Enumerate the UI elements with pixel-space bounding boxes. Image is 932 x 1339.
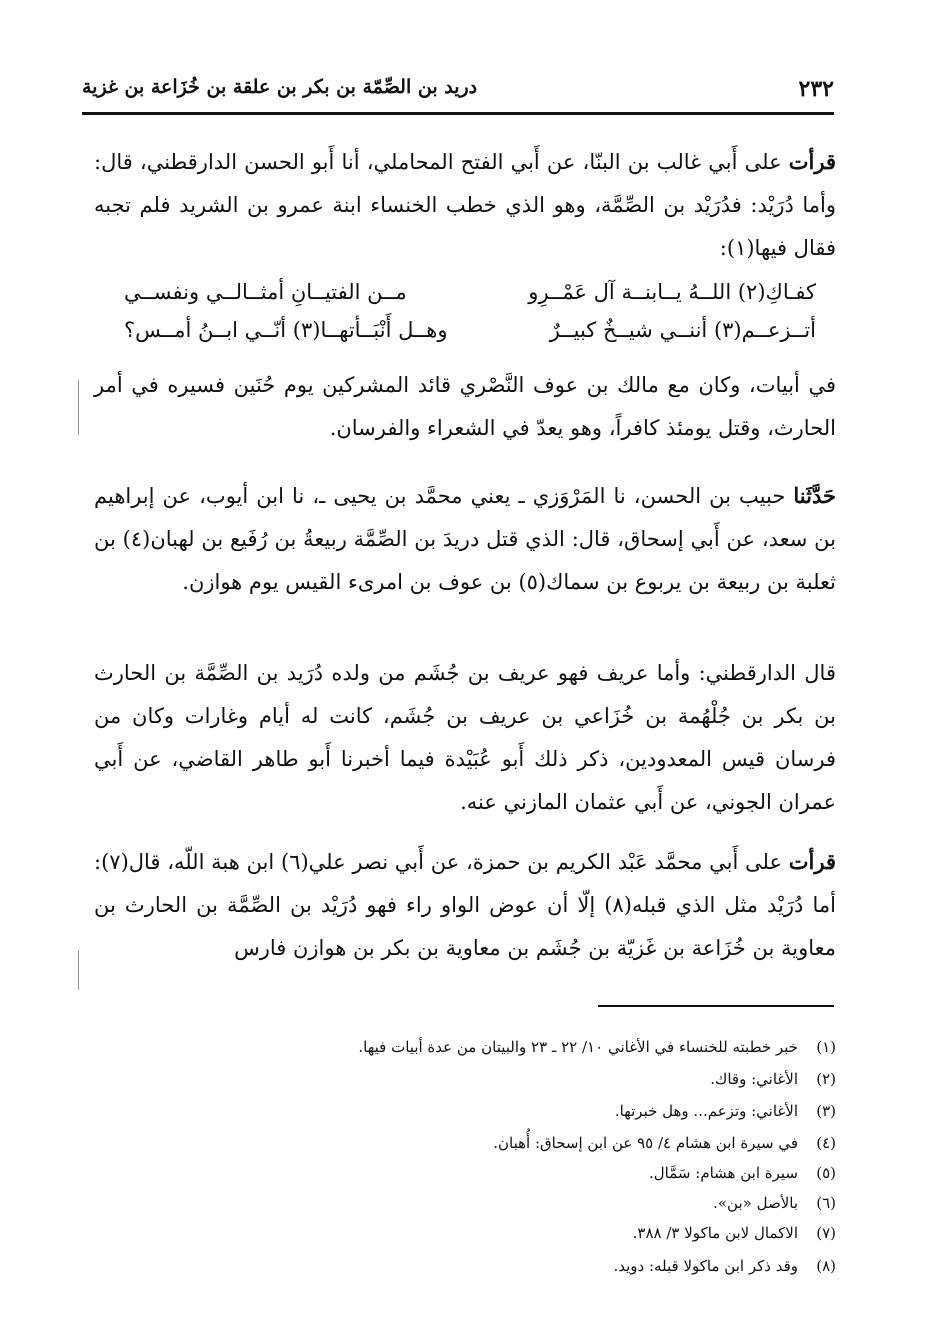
footnote: [136, 1256, 836, 1276]
footnote-text: خبر خطبته للخنساء في الأغاني ١٠/ ٢٢ ـ ٢٣ والبيتان من عدة أبيات فيها.: [358, 1038, 798, 1056]
paragraph-2: [94, 364, 836, 450]
footnote-number: (٣): [816, 1102, 836, 1120]
footnote-number: (٧): [816, 1224, 836, 1242]
footnote-text: الاكمال لابن ماكولا ٣/ ٣٨٨.: [632, 1224, 798, 1242]
footnote-number: (٥): [816, 1164, 836, 1182]
paragraph-lead: حَدَّثَنا: [793, 483, 836, 508]
verse-hemistich-1: كفـاكِ(٢) اللــهُ يــابنــة آل عَمْــرِو: [528, 280, 816, 304]
page-number: ٢٣٢: [798, 76, 834, 102]
footnote: [136, 1037, 836, 1057]
paragraph-lead: قرأت: [788, 849, 836, 874]
running-header: [82, 70, 834, 110]
footnote-number: (٤): [816, 1134, 836, 1152]
paragraph-4: [94, 652, 836, 824]
paragraph-1: [94, 140, 836, 270]
footnote: [136, 1101, 836, 1121]
paragraph-text: على أَبي محمَّد عَبْد الكريم بن حمزة، عن أَبي نصر علي(٦) ابن هبة اللّه، قال(٧): أما دُرَيْد مثل الذي قبله(٨) إلّا أن عوض الواو راء فهو دُرَيْد بن الصِّمَّة بن الحارث بن معاوية بن خُزَاعة بن غَزيّة بن جُشَم بن معاوية بن بكر بن هوازن فارس: [94, 850, 836, 960]
footnote-text: سيرة ابن هشام: سَمَّال.: [649, 1164, 798, 1182]
verse-hemistich-1: أتــزعــم(٣) أننــي شيــخٌ كبيــرٌ: [549, 318, 816, 342]
footnote-number: (٢): [816, 1070, 836, 1088]
paragraph-lead: قرأت: [788, 149, 836, 174]
paragraph-text: على أَبي غالب بن البنّا، عن أَبي الفتح المحاملي، أنا أَبو الحسن الدارقطني، قال: وأما دُرَيْد: فدُرَيْد بن الصِّمَّة، وهو الذي خطب الخنساء ابنة عمرو بن الشريد فلم تجبه فقال فيها(١):: [94, 150, 836, 260]
paragraph-5: [94, 840, 836, 970]
footnote-text: في سيرة ابن هشام ٤/ ٩٥ عن ابن إسحاق: أُهبان.: [493, 1134, 798, 1152]
header-rule: [82, 112, 834, 115]
footnote-text: وقد ذكر ابن ماكولا قبله: دويد.: [613, 1257, 798, 1275]
verse-line-1: [94, 280, 836, 320]
footnote: [136, 1163, 836, 1183]
footnote: [136, 1193, 836, 1213]
footnote-number: (١): [816, 1038, 836, 1056]
footnote-text: الأغاني: وقاك.: [710, 1070, 798, 1088]
footnote: [136, 1069, 836, 1089]
running-title: دريد بن الصِّمّة بن بكر بن علقة بن خُزَاعة بن غزية: [82, 76, 478, 98]
footnote: [136, 1223, 836, 1243]
verse-hemistich-2: مــن الفتيــانِ أمثــالــي ونفســي: [124, 280, 407, 304]
paragraph-text: في أبيات، وكان مع مالك بن عوف النَّصْري قائد المشركين يوم حُنَين فسيره في أمر الحارث، وقتل يومئذ كافراً، وهو يعدّ في الشعراء والفرسان.: [94, 373, 836, 440]
footnote-number: (٨): [816, 1257, 836, 1275]
paragraph-text: حبيب بن الحسن، نا المَرْوَزي ـ يعني محمَّد بن يحيى ـ، نا ابن أيوب، عن إبراهيم بن سعد، عن أَبي إسحاق، قال: الذي قتل دريدَ بن الصِّمَّة ربيعةُ بن رُفَيع بن لهبان(٤) بن ثعلبة بن ربيعة بن يربوع بن سماك(٥) بن عوف بن امرىء القيس يوم هوازن.: [94, 484, 837, 594]
footnote-number: (٦): [816, 1194, 836, 1212]
margin-mark: [78, 950, 79, 990]
paragraph-text: قال الدارقطني: وأما عريف فهو عريف بن جُشَم من ولده دُرَيد بن الصِّمَّة بن الحارث بن بكر بن جُلْهُمة بن خُزَاعي بن عريف بن جُشَم، كانت له أيام وغارات وكان من فرسان قيس المعدودين، ذكر ذلك أَبو عُبَيْدة فيما أخبرنا أَبو طاهر القاضي، عن أَبي عمران الجوني، عن أَبي عثمان المازني عنه.: [94, 661, 836, 814]
footnote-text: الأغاني: وتزعم... وهل خبرتها.: [614, 1102, 798, 1120]
footnote-rule: [598, 1005, 834, 1007]
paragraph-3: [94, 474, 836, 604]
footnote: [136, 1133, 836, 1153]
verse-line-2: [94, 318, 836, 358]
verse-hemistich-2: وهــل أَنْبَــأتهــا(٣) أنّــي ابــنُ أمــس؟: [124, 318, 448, 342]
margin-mark: [78, 380, 79, 435]
footnote-text: بالأصل «بن».: [713, 1194, 798, 1212]
